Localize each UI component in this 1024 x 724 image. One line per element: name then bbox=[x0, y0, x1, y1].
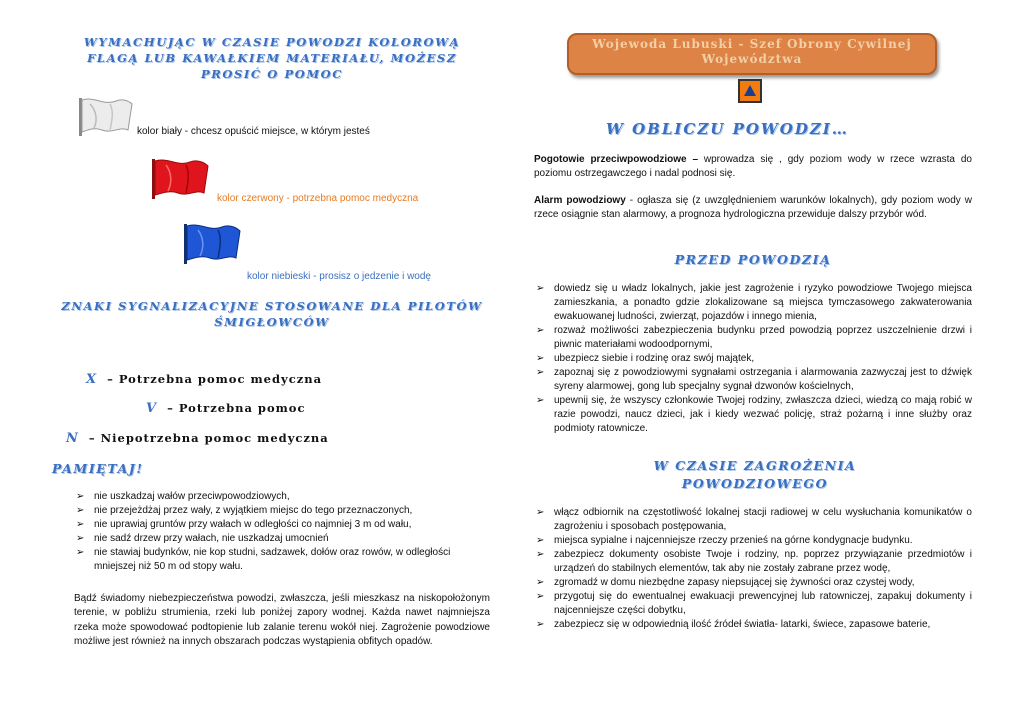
arrow-bullet-icon: ➢ bbox=[536, 591, 545, 602]
red-flag-icon bbox=[150, 157, 210, 201]
list-item: ➢ przygotuj się do ewentualnej ewakuacji prewencyjnej lub ratowniczej, zapakuj dokumenty i najcenniejsze części dobytku, bbox=[536, 591, 972, 616]
remember-heading: PAMIĘTAJ! bbox=[52, 461, 144, 476]
alarm-paragraph: Alarm powodziowy - ogłasza się (z uwzględnieniem warunków lokalnych), gdy poziom wody w rzece osiągnie stan alarmowy, a prognoza hydrologiczna przewiduje dalszy przybór wód. bbox=[534, 195, 972, 221]
list-item: ➢ rozważ możliwości zabezpieczenia budynku przed powodzią poprzez uszczelnienie drzwi i piwnic materiałami wodoodpornymi, bbox=[536, 325, 972, 350]
signals-heading: ZNAKI SYGNALIZACYJNE STOSOWANE DLA PILOTÓW ŚMIGŁOWCÓW bbox=[61, 299, 483, 329]
pogotowie-paragraph: Pogotowie przeciwpowodziowe – wprowadza się , gdy poziom wody w rzece wzrasta do poziomu ostrzegawczego i nadal podnosi się. bbox=[534, 154, 972, 180]
signal-text-x: – Potrzebna pomoc medyczna bbox=[107, 372, 323, 386]
list-item: ➢ nie uprawiaj gruntów przy wałach w odległości co najmniej 3 m od wału, bbox=[76, 519, 412, 530]
signal-v bbox=[146, 401, 305, 416]
list-item: ➢ nie uszkadzaj wałów przeciwpowodziowych, bbox=[76, 491, 290, 502]
flag-label-red: kolor czerwony - potrzebna pomoc medyczna bbox=[217, 193, 419, 204]
arrow-bullet-icon: ➢ bbox=[536, 577, 545, 588]
blue-flag-icon bbox=[182, 222, 242, 266]
arrow-bullet-icon: ➢ bbox=[76, 491, 85, 502]
signal-x bbox=[86, 372, 322, 387]
list-item: ➢ nie przejeżdżaj przez wały, z wyjątkiem miejsc do tego przeznaczonych, bbox=[76, 505, 413, 516]
signal-n bbox=[66, 431, 329, 446]
arrow-bullet-icon: ➢ bbox=[536, 353, 545, 364]
arrow-bullet-icon: ➢ bbox=[76, 547, 85, 558]
signal-text-n: – Niepotrzebna pomoc medyczna bbox=[88, 431, 329, 445]
list-item: ➢ zabezpiecz się w odpowiednią ilość źródeł światła- latarki, świece, zapasowe baterie, bbox=[536, 619, 931, 630]
arrow-bullet-icon: ➢ bbox=[536, 367, 545, 378]
arrow-bullet-icon: ➢ bbox=[536, 507, 545, 518]
list-item: ➢ miejsca sypialne i najcenniejsze rzeczy przenieś na górne kondygnacje budynku. bbox=[536, 535, 913, 546]
list-item: ➢ ubezpiecz siebie i rodzinę oraz swój majątek, bbox=[536, 353, 755, 364]
threat-list bbox=[534, 506, 972, 632]
arrow-bullet-icon: ➢ bbox=[76, 533, 85, 544]
list-item: ➢ zapoznaj się z powodziowymi sygnałami ostrzegania i alarmowania zazwyczaj jest to dźwięk syreny alarmowej, gong lub specjalny sygnał dzwonów kościelnych, bbox=[536, 367, 972, 392]
before-flood-heading: PRZED POWODZIĄ bbox=[674, 252, 832, 267]
arrow-bullet-icon: ➢ bbox=[536, 549, 545, 560]
list-item: ➢ dowiedz się u władz lokalnych, jakie jest zagrożenie i ryzyko powodziowe Twojego miejsca zamieszkania, a ponadto gdzie zlokalizowane są miejsca tymczasowego zakwaterowania ewakuowanej ludności, zwierząt, pojazdów i innego mienia, bbox=[536, 283, 972, 322]
arrow-bullet-icon: ➢ bbox=[536, 325, 545, 336]
main-title: W OBLICZU POWODZI… bbox=[606, 120, 849, 138]
list-item: ➢ upewnij się, że wszyscy członkowie Twojej rodziny, zwłaszcza dzieci, wiedzą co mają robić w razie powodzi, naucz dzieci, jak i kiedy wezwać policję, straż pożarną i inne służby oraz podmioty ratownicze. bbox=[536, 395, 972, 434]
signal-letter-x: X bbox=[86, 372, 98, 387]
arrow-bullet-icon: ➢ bbox=[76, 519, 85, 530]
remember-list bbox=[74, 490, 474, 574]
list-item: ➢ zgromadź w domu niezbędne zapasy niepsującej się żywności oraz czystej wody, bbox=[536, 577, 915, 588]
arrow-bullet-icon: ➢ bbox=[76, 505, 85, 516]
flag-label-blue: kolor niebieski - prosisz o jedzenie i wodę bbox=[247, 271, 431, 282]
list-item: ➢ nie stawiaj budynków, nie kop studni, sadzawek, dołów oraz rowów, w odległości mniejszej niż 50 m od stopy wału. bbox=[76, 547, 451, 572]
arrow-bullet-icon: ➢ bbox=[536, 395, 545, 406]
signal-text-v: – Potrzebna pomoc bbox=[167, 401, 306, 415]
arrow-bullet-icon: ➢ bbox=[536, 283, 545, 294]
pogotowie-term: Pogotowie przeciwpowodziowe – bbox=[534, 154, 699, 165]
closing-paragraph: Bądź świadomy niebezpieczeństwa powodzi, zwłaszcza, jeśli mieszkasz na niskopołożonym terenie, w pobliżu strumienia, rzeki lub poniżej zapory wodnej. Każda nawet najmniejsza rzeka może spowodować podtopienie lub zalanie terenu wokół niej. Zagrożenie powodziowe możliwe jest również na innych obszarach podczas wystąpienia obfitych opadów. bbox=[74, 593, 490, 648]
signal-letter-v: V bbox=[146, 401, 158, 416]
flag-signal-heading: WYMACHUJĄC W CZASIE POWODZI KOLOROWĄ FLAGĄ LUB KAWAŁKIEM MATERIAŁU, MOŻESZ PROSIĆ O POMOC bbox=[83, 35, 461, 81]
arrow-bullet-icon: ➢ bbox=[536, 535, 545, 546]
header-banner bbox=[567, 33, 937, 75]
list-item: ➢ włącz odbiornik na częstotliwość lokalnej stacji radiowej w celu wysłuchania komunikatów o zagrożeniu i sposobach postępowania, bbox=[536, 507, 972, 532]
signal-letter-n: N bbox=[66, 431, 79, 446]
threat-heading: W CZASIE ZAGROŻENIA POWODZIOWEGO bbox=[653, 458, 857, 491]
list-item: ➢ nie sadź drzew przy wałach, nie uszkadzaj umocnień bbox=[76, 533, 329, 544]
alarm-term: Alarm powodziowy bbox=[534, 195, 626, 206]
banner-title: Wojewoda Lubuski - Szef Obrony Cywilnej Województwa bbox=[592, 37, 912, 66]
flag-label-white: kolor biały - chcesz opuścić miejsce, w którym jesteś bbox=[137, 126, 370, 137]
white-flag-icon bbox=[76, 96, 134, 138]
arrow-bullet-icon: ➢ bbox=[536, 619, 545, 630]
before-flood-list bbox=[534, 282, 972, 436]
civil-defense-logo-icon bbox=[738, 79, 762, 103]
list-item: ➢ zabezpiecz dokumenty osobiste Twoje i rodziny, np. poprzez przywiązanie przedmiotów i urządzeń do stabilnych elementów, tak aby nie zostały zabrane przez wodę, bbox=[536, 549, 972, 574]
